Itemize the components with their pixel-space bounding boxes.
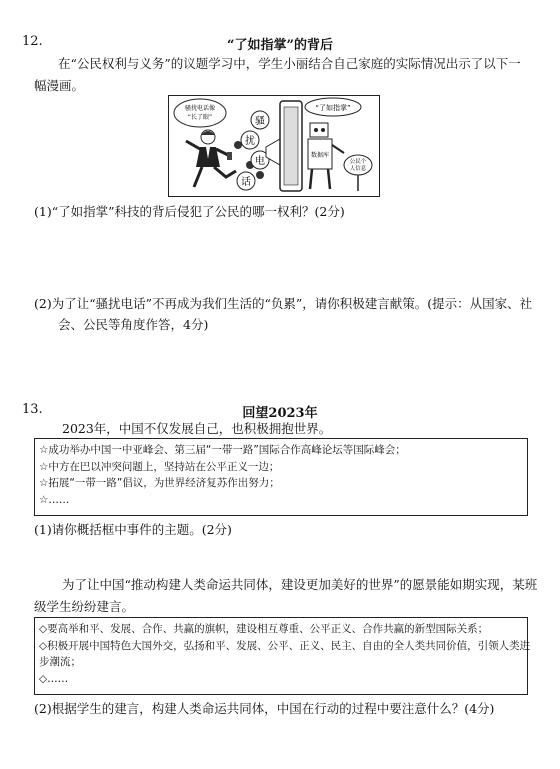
event-item: ☆…… [39, 493, 70, 506]
question-title: “了如指掌”的背后 [227, 38, 333, 53]
sub-question-2-cont: 会、公民等角度作答，4分) [58, 317, 209, 332]
event-item: ☆成功举办中国一中亚峰会、第三届“一带一路”国际合作高峰论坛等国际峰会； [39, 444, 406, 456]
cartoon-char-2: 扰 [245, 136, 255, 147]
sub-question-1: (1)请你概括框中事件的主题。(2分) [34, 522, 232, 537]
suggestion-item: ◇积极开展中国特色大国外交，弘扬和平、发展、公平、正义、民主、自由的全人类共同价值，引领人类进 [39, 639, 531, 652]
intro-text-cont: 幅漫画。 [34, 78, 85, 93]
suggestion-item: ◇要高举和平、发展、合作、共赢的旗帜，建设相互尊重、公平正义、合作共赢的新型国际关系； [39, 623, 489, 635]
sub-question-1: (1)“了如指掌”科技的背后侵犯了公民的哪一权利？(2分) [34, 204, 345, 219]
event-box [34, 438, 528, 516]
intro-text: 在“公民权利与义务”的议题学习中，学生小丽结合自己家庭的实际情况出示了以下一 [58, 56, 521, 71]
sign-line2: 人信息 [349, 166, 367, 172]
event-item: ☆中方在巴以冲突问题上，坚持站在公平正义一边； [39, 460, 280, 473]
question-title: 回望2023年 [242, 406, 318, 421]
suggestion-item: ◇…… [39, 672, 69, 685]
robot-label: 数据库 [310, 152, 330, 159]
cartoon-char-3: 电 [255, 156, 265, 167]
suggestion-item: 步潮流； [39, 656, 81, 668]
paragraph-text: 为了让中国“推动构建人类命运共同体，建设更加美好的世界”的愿景能如期实现，某班 [62, 577, 538, 592]
cartoon-image [168, 95, 380, 197]
cartoon-char-4: 话 [241, 177, 251, 188]
question-number: 12. [22, 34, 43, 49]
paragraph-text-cont: 级学生纷纷建言。 [34, 599, 135, 614]
question-number: 13. [22, 402, 43, 417]
bubble-left-line1: 骚扰电话像 [184, 105, 216, 112]
sub-question-2: (2)为了让“骚扰电话”不再成为我们生活的“负累”，请你积极建言献策。(提示：从国家、社 [34, 296, 533, 311]
bubble-left-line2: “长了眼” [187, 114, 213, 121]
intro-text: 2023年，中国不仅发展自己，也积极拥抱世界。 [62, 421, 332, 436]
suggestion-box [34, 617, 531, 695]
sub-question-2: (2)根据学生的建言，构建人类命运共同体，中国在行动的过程中要注意什么？(4分) [34, 701, 495, 716]
cartoon-char-1: 骚 [255, 116, 265, 127]
sign-line1: 公民个 [349, 159, 367, 165]
bubble-right: “了如指掌” [315, 104, 351, 112]
event-item: ☆拓展“一带一路”倡议，为世界经济复苏作出努力； [39, 477, 280, 489]
